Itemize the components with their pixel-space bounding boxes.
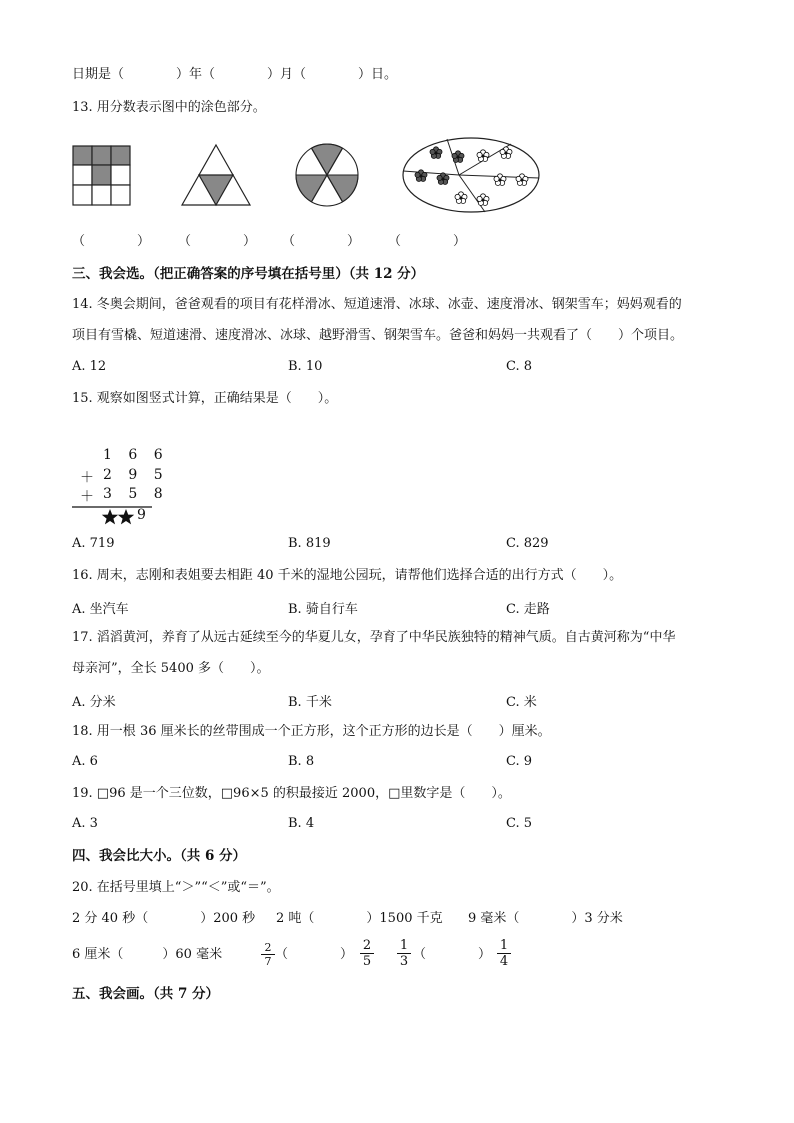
section5-heading: 五、我会画。（共 7 分） (72, 986, 220, 1002)
fraction-2-7 (261, 941, 275, 968)
q17-option-a[interactable]: A. 分米 (72, 695, 116, 710)
star-icon (117, 508, 135, 526)
fraction-denominator: 5 (362, 954, 372, 969)
fraction-denominator: 4 (499, 954, 509, 969)
q16-stem: 16. 周末，志刚和表姐要去相距 40 千米的湿地公园玩，请帮他们选择合适的出行方式（ ）。 (72, 568, 623, 583)
q16-option-b[interactable]: B. 骑自行车 (288, 602, 358, 617)
compare-paren-6: （ ） (413, 947, 492, 962)
q13-blank-1: （ ） (72, 234, 151, 249)
q13-stem: 13. 用分数表示图中的涂色部分。 (72, 100, 266, 115)
q14-option-c[interactable]: C. 8 (506, 359, 533, 374)
q16-option-a[interactable]: A. 坐汽车 (72, 602, 129, 617)
q16-option-c[interactable]: C. 走路 (506, 602, 550, 617)
q14-option-a[interactable]: A. 12 (72, 359, 107, 374)
fraction-numerator: 1 (497, 938, 511, 954)
plus-sign-1: ＋ (80, 470, 94, 486)
fraction-denominator: 7 (264, 955, 272, 968)
triangle-figure (180, 143, 252, 207)
section3-heading: 三、我会选。（把正确答案的序号填在括号里）（共 12 分） (72, 266, 425, 282)
q13-blank-3: （ ） (282, 234, 361, 249)
flower-oval-figure (401, 136, 541, 214)
fraction-numerator: 2 (360, 938, 374, 954)
sum-digit: 9 (137, 507, 152, 523)
q19-option-a[interactable]: A. 3 (72, 816, 98, 831)
grid-figure (72, 145, 132, 207)
q18-option-a[interactable]: A. 6 (72, 754, 98, 769)
addend-3: 3 5 8 (103, 486, 169, 502)
q18-stem: 18. 用一根 36 厘米长的丝带围成一个正方形，这个正方形的边长是（ ）厘米。 (72, 724, 551, 739)
q15-option-a[interactable]: A. 719 (72, 536, 115, 551)
compare-2: 2 吨（ ）1500 千克 (276, 911, 443, 926)
q19-option-c[interactable]: C. 5 (506, 816, 533, 831)
q17-line1: 17. 滔滔黄河，养育了从远古延续至今的华夏儿女，孕育了中华民族独特的精神气质。自古黄河称为“中华 (72, 630, 676, 645)
compare-1: 2 分 40 秒（ ）200 秒 (72, 911, 256, 926)
q15-stem: 15. 观察如图竖式计算，正确结果是（ ）。 (72, 391, 338, 406)
q20-stem: 20. 在括号里填上“＞”“＜”或“＝”。 (72, 880, 280, 895)
compare-4: 6 厘米（ ）60 毫米 (72, 947, 223, 962)
fraction-1-4 (497, 938, 511, 969)
q14-line2: 项目有雪橇、短道速滑、速度滑冰、冰球、越野滑雪、钢架雪车。爸爸和妈妈一共观看了（ ）个项目。 (72, 328, 684, 343)
section4-heading: 四、我会比大小。（共 6 分） (72, 848, 247, 864)
q19-stem: 19. □96 是一个三位数，□96×5 的积最接近 2000，□里数字是（ ）。 (72, 786, 511, 801)
q17-option-c[interactable]: C. 米 (506, 695, 537, 710)
q14-option-b[interactable]: B. 10 (288, 359, 323, 374)
addend-2: 2 9 5 (103, 467, 169, 483)
q19-option-b[interactable]: B. 4 (288, 816, 315, 831)
q15-option-c[interactable]: C. 829 (506, 536, 549, 551)
circle-figure (294, 142, 360, 208)
q17-line2: 母亲河”，全长 5400 多（ ）。 (72, 661, 270, 676)
fraction-denominator: 3 (399, 954, 409, 969)
compare-paren-5: （ ） (275, 947, 354, 962)
q18-option-c[interactable]: C. 9 (506, 754, 533, 769)
compare-3: 9 毫米（ ）3 分米 (468, 911, 623, 926)
fraction-2-5 (360, 938, 374, 969)
fraction-1-3 (397, 938, 411, 969)
q12-date-line: 日期是（ ）年（ ）月（ ）日。 (72, 67, 398, 82)
q18-option-b[interactable]: B. 8 (288, 754, 315, 769)
fraction-numerator: 2 (261, 941, 275, 955)
fraction-numerator: 1 (397, 938, 411, 954)
q14-line1: 14. 冬奥会期间，爸爸观看的项目有花样滑冰、短道速滑、冰球、冰壶、速度滑冰、钢架雪车；妈妈观看的 (72, 297, 682, 312)
q15-option-b[interactable]: B. 819 (288, 536, 331, 551)
q13-blank-2: （ ） (178, 234, 257, 249)
q13-blank-4: （ ） (388, 234, 467, 249)
q17-option-b[interactable]: B. 千米 (288, 695, 332, 710)
plus-sign-2: ＋ (80, 489, 94, 505)
addend-1: 1 6 6 (103, 447, 169, 463)
